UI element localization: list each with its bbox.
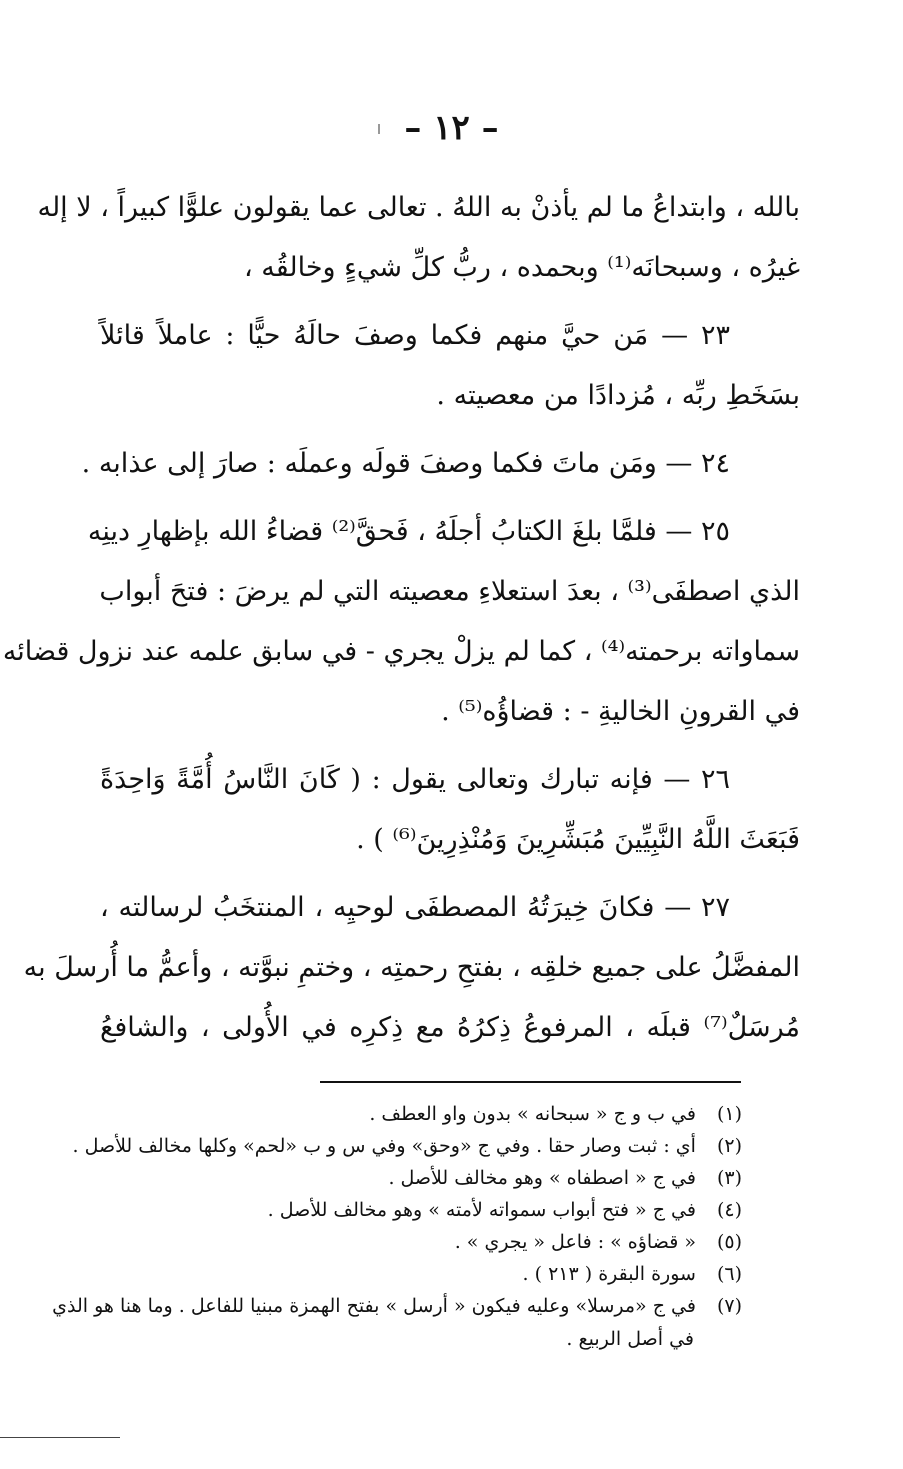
text-line: بالله ، وابتداعُ ما لم يأذنْ به اللهُ . تعالى عما يقولون علوًّا كبيراً ، لا إله <box>37 192 800 223</box>
text-line: المفضَّلُ على جميع خلقِه ، بفتحِ رحمتِه ، وختمِ نبوَّته ، وأعمُّ ما أُرسلَ به <box>23 952 800 983</box>
footnote-number: (٤) <box>716 1199 742 1221</box>
paragraph-27: ٢٧ — فكانَ خِيرَتُهُ المصطفَى لوحيِه ، المنتخَبُ لرسالته ، <box>100 892 730 923</box>
quran-verse-line: فَبَعَثَ اللَّهُ النَّبِيِّينَ مُبَشِّرِينَ وَمُنْذِرِينَ⁽⁶⁾ ) . <box>356 824 800 855</box>
text-line: في القرونِ الخاليةِ - : قضاؤُه⁽⁵⁾ . <box>441 696 800 727</box>
scan-edge-line <box>0 1437 120 1438</box>
footnote-text: في ج « اصطفاه » وهو مخالف للأصل . <box>388 1167 696 1189</box>
footnote-7 <box>52 1290 742 1322</box>
text-line: الذي اصطفَى⁽³⁾ ، بعدَ استعلاءِ معصيته التي لم يرضَ : فتحَ أبواب <box>99 576 800 607</box>
footnote-text: في ج « فتح أبواب سمواته لأمته » وهو مخالف للأصل . <box>267 1199 696 1221</box>
footnote-text: في ب و ج « سبحانه » بدون واو العطف . <box>369 1103 696 1125</box>
footnote-number: (٦) <box>716 1263 742 1285</box>
footnote-text: في ج «مرسلا» وعليه فيكون « أرسل » بفتح الهمزة مبنيا للفاعل . وما هنا هو الذي <box>52 1295 696 1317</box>
text-line: غيرُه ، وسبحانَه⁽¹⁾ وبحمده ، ربُّ كلِّ شيءٍ وخالقُه ، <box>243 252 800 283</box>
text-line: بسَخَطِ ربِّه ، مُزدادًا من معصيته . <box>436 380 800 411</box>
footnote-7-continuation: في أصل الربيع . <box>566 1328 694 1350</box>
footnotes <box>52 1098 742 1356</box>
footnote-text: أي : ثبت وصار حقا . وفي ج «وحق» وفي س و ب «لحم» وكلها مخالف للأصل . <box>72 1135 696 1157</box>
footnote-text: سورة البقرة ( ٢١٣ ) . <box>522 1263 696 1285</box>
text-line: سماواته برحمته⁽⁴⁾ ، كما لم يزلْ يجري - في سابق علمه عند نزول قضائه <box>2 636 800 667</box>
footnote-1 <box>90 1098 742 1130</box>
footnote-text: « قضاؤه » : فاعل « يجري » . <box>454 1231 696 1253</box>
footnote-2 <box>72 1130 742 1162</box>
footnote-divider <box>320 1081 741 1083</box>
page-number: – ١٢ – <box>404 108 499 148</box>
main-text <box>2 178 800 1058</box>
footnote-number: (٢) <box>716 1135 742 1157</box>
footnote-6 <box>90 1258 742 1290</box>
footnote-4 <box>90 1194 742 1226</box>
footnote-number: (٧) <box>716 1295 742 1317</box>
paragraph-26: ٢٦ — فإنه تبارك وتعالى يقول : ( كَانَ النَّاسُ أُمَّةً وَاحِدَةً <box>100 764 730 795</box>
footnote-number: (٥) <box>716 1231 742 1253</box>
paragraph-23: ٢٣ — مَن حيَّ منهم فكما وصفَ حالَهُ حيًّا : عاملاً قائلاً <box>100 320 730 351</box>
paragraph-24: ٢٤ — ومَن ماتَ فكما وصفَ قولَه وعملَه : صارَ إلى عذابه . <box>81 448 730 479</box>
footnote-3 <box>90 1162 742 1194</box>
footnote-number: (٣) <box>716 1167 742 1189</box>
paragraph-25: ٢٥ — فلمَّا بلغَ الكتابُ أجلَهُ ، فَحقَّ⁽²⁾ قضاءُ الله بإظهارِ دينِه <box>87 516 730 547</box>
footnote-number: (١) <box>716 1103 742 1125</box>
footnote-5 <box>90 1226 742 1258</box>
text-line: مُرسَلٌ⁽⁷⁾ قبلَه ، المرفوعُ ذِكرُهُ مع ذِكرِه في الأُولى ، والشافعُ <box>100 1012 800 1043</box>
